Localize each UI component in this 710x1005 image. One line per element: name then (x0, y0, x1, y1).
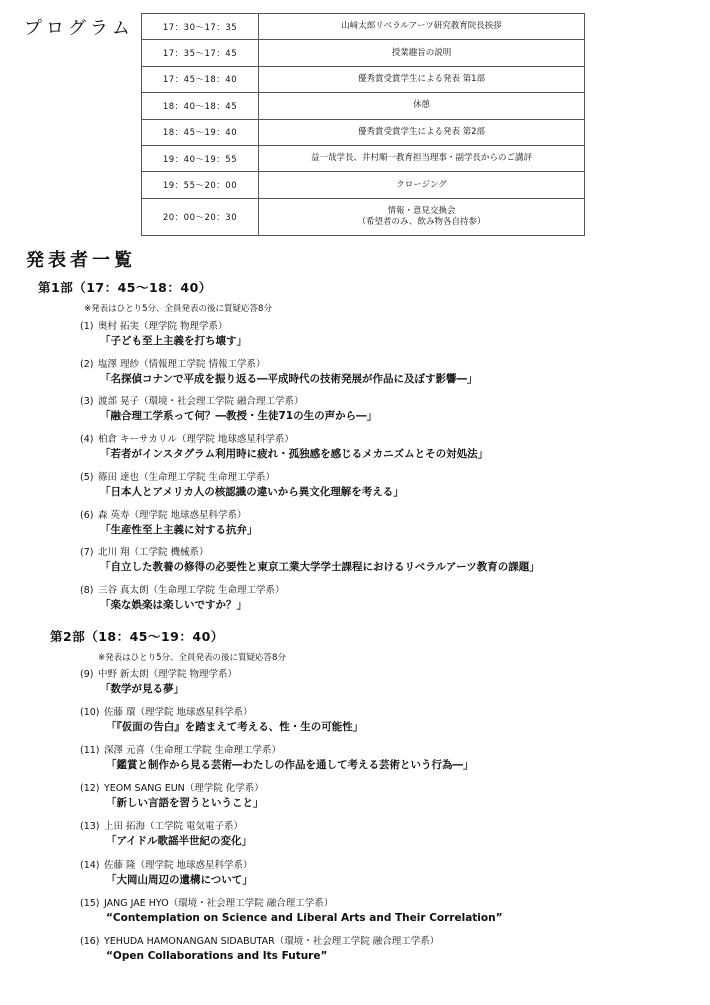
presenter-name: 上田 拓海（工学院 電気電子系） (104, 821, 244, 832)
schedule-event-line: クロージング (396, 179, 447, 190)
schedule-event-line: 優秀賞受賞学生による発表 第1部 (357, 73, 486, 84)
schedule-table (141, 13, 585, 236)
part-note: ※発表はひとり5分、全員発表の後に質疑応答8分 (84, 304, 272, 314)
entry-number: (9) (80, 669, 94, 680)
presentation-title: 「アイドル歌謡半世紀の変化」 (106, 835, 253, 847)
schedule-row (142, 66, 585, 92)
schedule-event-line: 山﨑太郎リベラルアーツ研究教育院長挨拶 (341, 21, 502, 32)
entry-number: (1) (80, 321, 94, 332)
schedule-event (259, 93, 585, 119)
presenter-entry (80, 897, 680, 926)
part-heading: 第2部（18：45～19：40） (50, 629, 224, 644)
presenter-entry (80, 820, 680, 849)
presentation-title: 「鑑賞と制作から見る芸術―わたしの作品を通して考える芸術という行為―」 (106, 759, 474, 771)
presentation-title: 「楽な娯楽は楽しいですか？」 (100, 599, 247, 611)
presenter-name: 北川 翔（工学院 機械系） (98, 547, 209, 558)
schedule-row (142, 14, 585, 40)
schedule-event-line: 情報・意見交換会 (387, 205, 456, 216)
presenter-name: 篠田 達也（生命理工学院 生命理工学系） (98, 472, 276, 483)
presenter-name: 佐藤 環（理学院 地球惑星科学系） (104, 707, 253, 718)
presentation-title: 「数学が見る夢」 (100, 683, 184, 695)
presenter-name: 森 英寿（理学院 地球惑星科学系） (98, 510, 247, 521)
schedule-event-line: 優秀賞受賞学生による発表 第2部 (357, 126, 486, 137)
presenter-name: 渡部 晃子（環境・社会理工学院 融合理工学系） (98, 396, 304, 407)
presenter-name: 三谷 真太朗（生命理工学院 生命理工学系） (98, 585, 285, 596)
schedule-event-line: 授業趣旨の説明 (391, 47, 452, 58)
presentation-title: 「日本人とアメリカ人の核認識の違いから異文化理解を考える」 (100, 486, 404, 498)
schedule-time: 19：40～19：55 (142, 145, 259, 171)
schedule-time: 19：55～20：00 (142, 172, 259, 198)
entry-number: (4) (80, 434, 94, 445)
presenters-heading: 発表者一覧 (26, 250, 136, 271)
schedule-time: 17：35～17：45 (142, 40, 259, 66)
presenter-entry (80, 859, 680, 888)
schedule-row (142, 145, 585, 171)
schedule-time: 17：45～18：40 (142, 66, 259, 92)
schedule-time: 18：45～19：40 (142, 119, 259, 145)
presentation-title: 「『仮面の告白』を踏まえて考える、性・生の可能性」 (106, 721, 364, 733)
schedule-event (259, 40, 585, 66)
presentation-title: 「融合理工学系って何？―教授・生徒71の生の声から―」 (100, 410, 378, 422)
presenter-entry (80, 935, 680, 964)
entry-number: (2) (80, 359, 94, 370)
part-heading: 第1部（17：45～18：40） (38, 280, 212, 295)
entry-number: (6) (80, 510, 94, 521)
presenter-entry (80, 782, 680, 811)
entry-number: (12) (80, 783, 100, 794)
entry-number: (13) (80, 821, 100, 832)
schedule-row (142, 198, 585, 235)
schedule-event (259, 145, 585, 171)
presentation-title: 「子ども至上主義を打ち壊す」 (100, 335, 247, 347)
schedule-row (142, 93, 585, 119)
presenter-name: YEOM SANG EUN（理学院 化学系） (104, 783, 264, 794)
presenter-name: 中野 新太朗（理学院 物理学系） (98, 669, 238, 680)
presenter-entry (80, 509, 680, 538)
presenter-entry (80, 584, 680, 613)
presenter-entry (80, 433, 680, 462)
presenter-entry (80, 358, 680, 387)
program-heading: プログラム (24, 18, 134, 39)
presenter-name: YEHUDA HAMONANGAN SIDABUTAR（環境・社会理工学院 融合理工学系） (104, 936, 440, 947)
presentation-title: 「生産性至上主義に対する抗弁」 (100, 524, 258, 536)
schedule-time: 20：00～20：30 (142, 198, 259, 235)
entry-number: (16) (80, 936, 100, 947)
presenter-name: JANG JAE HYO（環境・社会理工学院 融合理工学系） (104, 898, 334, 909)
entry-number: (10) (80, 707, 100, 718)
part-note: ※発表はひとり5分、全員発表の後に質疑応答8分 (98, 653, 286, 663)
presenter-name: 塩澤 理紗（情報理工学院 情報工学系） (98, 359, 266, 370)
presenter-entry (80, 395, 680, 424)
presenter-name: 柏倉 キーサカリル（理学院 地球惑星科学系） (98, 434, 294, 445)
presenter-entry (80, 546, 680, 575)
presenter-name: 佐藤 隆（理学院 地球惑星科学系） (104, 860, 253, 871)
presenter-entry (80, 320, 680, 349)
schedule-event (259, 66, 585, 92)
schedule-event-line: 益一哉学長、井村順一教育担当理事・副学長からのご講評 (310, 153, 532, 164)
schedule-row (142, 119, 585, 145)
schedule-row (142, 40, 585, 66)
entry-number: (3) (80, 396, 94, 407)
entry-number: (11) (80, 745, 100, 756)
presenter-entry (80, 471, 680, 500)
presentation-title: 「自立した教養の修得の必要性と東京工業大学学士課程におけるリベラルアーツ教育の課題」 (100, 561, 540, 573)
schedule-event-line: （希望者のみ、飲み物各自持参） (357, 216, 486, 227)
schedule-event (259, 198, 585, 235)
presenter-name: 奥村 拓実（理学院 物理学系） (98, 321, 228, 332)
presentation-title: 「若者がインスタグラム利用時に疲れ・孤独感を感じるメカニズムとその対処法」 (100, 448, 489, 460)
schedule-row (142, 172, 585, 198)
presentation-title: 「名探偵コナンで平成を振り返る―平成時代の技術発展が作品に及ぼす影響―」 (100, 373, 478, 385)
presentation-title: “Open Collaborations and Its Future” (106, 950, 328, 962)
presenter-entry (80, 668, 680, 697)
presentation-title: “Contemplation on Science and Liberal Arts and Their Correlation” (106, 912, 503, 924)
schedule-event (259, 172, 585, 198)
schedule-time: 17：30～17：35 (142, 14, 259, 40)
entry-number: (15) (80, 898, 100, 909)
presenter-name: 深澤 元喜（生命理工学院 生命理工学系） (104, 745, 282, 756)
presenter-entry (80, 744, 680, 773)
entry-number: (5) (80, 472, 94, 483)
entry-number: (8) (80, 585, 94, 596)
schedule-time: 18：40～18：45 (142, 93, 259, 119)
entry-number: (14) (80, 860, 100, 871)
presentation-title: 「新しい言語を習うということ」 (106, 797, 264, 809)
presenter-entry (80, 706, 680, 735)
schedule-event (259, 14, 585, 40)
presentation-title: 「大岡山周辺の遺構について」 (106, 874, 253, 886)
entry-number: (7) (80, 547, 94, 558)
schedule-event-line: 休憩 (412, 100, 430, 111)
schedule-event (259, 119, 585, 145)
